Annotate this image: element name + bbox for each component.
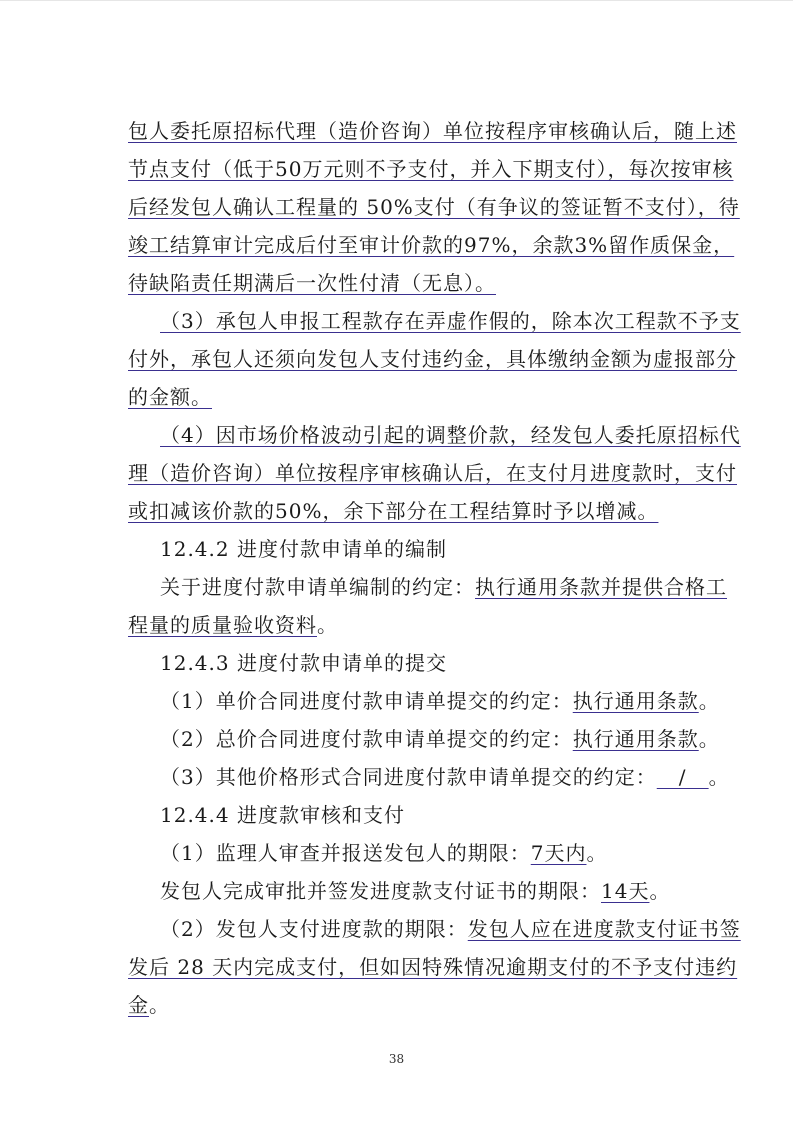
plain-text: 。 xyxy=(698,727,720,751)
text-line xyxy=(128,117,737,145)
plain-text: 关于进度付款申请单编制的约定： xyxy=(160,575,475,599)
text-line xyxy=(128,497,658,525)
text-line xyxy=(128,459,737,487)
plain-text: （1）单价合同进度付款申请单提交的约定： xyxy=(160,689,573,713)
section-heading: 12.4.3 进度付款申请单的提交 xyxy=(160,651,447,675)
underlined-text: 执行通用条款 xyxy=(572,689,699,713)
underlined-text: （4）因市场价格波动引起的调整价款，经发包人委托原招标代 xyxy=(160,423,741,447)
underlined-text: 付外，承包人还须向发包人支付违约金，具体缴纳金额为虚报部分 xyxy=(128,347,737,371)
text-line xyxy=(128,231,734,259)
underlined-text: 执行通用条款并提供合格工 xyxy=(475,575,727,599)
plain-text: 。 xyxy=(317,613,338,637)
text-line xyxy=(160,763,730,791)
text-line xyxy=(128,269,496,297)
text-line xyxy=(160,307,741,335)
page-number: 38 xyxy=(388,1052,405,1066)
plain-text: （3）其他价格形式合同进度付款申请单提交的约定： xyxy=(160,765,657,789)
underlined-text: 程量的质量验收资料 xyxy=(128,613,317,637)
text-line xyxy=(128,991,170,1019)
plain-text: 。 xyxy=(698,689,720,713)
plain-text: 。 xyxy=(586,841,608,865)
plain-text: 发包人完成审批并签发进度款支付证书的期限： xyxy=(160,879,601,903)
underlined-text: 节点支付（低于50万元则不予支付，并入下期支付），每次按审核 xyxy=(128,157,734,181)
underlined-text: 或扣减该价款的50%，余下部分在工程结算时予以增减。 xyxy=(128,499,659,523)
text-line xyxy=(160,725,720,753)
underlined-text: 14天 xyxy=(601,879,650,903)
text-line xyxy=(128,383,212,411)
text-line xyxy=(160,877,670,905)
text-line xyxy=(160,573,727,601)
plain-text: 。 xyxy=(649,879,671,903)
text-line xyxy=(160,421,741,449)
underlined-text: 包人委托原招标代理（造价咨询）单位按程序审核确认后，随上述 xyxy=(128,119,737,143)
underlined-blank: / xyxy=(656,765,709,789)
section-heading: 12.4.2 进度付款申请单的编制 xyxy=(160,537,447,561)
underlined-text: 理（造价咨询）单位按程序审核确认后，在支付月进度款时，支付 xyxy=(128,461,737,485)
text-line xyxy=(128,345,737,373)
underlined-text: （3）承包人申报工程款存在弄虚作假的，除本次工程款不予支 xyxy=(160,309,741,333)
underlined-text: 发包人应在进度款支付证书签 xyxy=(467,917,741,941)
underlined-text: 金 xyxy=(128,993,149,1017)
text-line xyxy=(160,839,607,867)
plain-text: 。 xyxy=(708,765,730,789)
text-line xyxy=(128,155,733,183)
plain-text: （2）发包人支付进度款的期限： xyxy=(160,917,468,941)
underlined-text: 后经发包人确认工程量的 50%支付（有争议的签证暂不支付），待 xyxy=(128,195,740,219)
underlined-text: 执行通用条款 xyxy=(572,727,699,751)
underlined-text: 发后 28 天内完成支付，但如因特殊情况逾期支付的不予支付违约 xyxy=(128,955,738,979)
plain-text: （1）监理人审查并报送发包人的期限： xyxy=(160,841,531,865)
underlined-text: 待缺陷责任期满后一次性付清（无息）。 xyxy=(128,271,496,295)
text-line xyxy=(128,953,737,981)
underlined-text: 7天内 xyxy=(530,841,587,865)
underlined-text: 竣工结算审计完成后付至审计价款的97%，余款3%留作质保金， xyxy=(128,233,735,257)
plain-text: （2）总价合同进度付款申请单提交的约定： xyxy=(160,727,573,751)
text-line xyxy=(128,193,740,221)
text-line xyxy=(128,611,338,639)
plain-text: 。 xyxy=(149,993,170,1017)
underlined-text: 的金额。 xyxy=(128,385,212,409)
text-line xyxy=(160,915,741,943)
text-line xyxy=(160,687,720,715)
section-heading: 12.4.4 进度款审核和支付 xyxy=(160,803,405,827)
